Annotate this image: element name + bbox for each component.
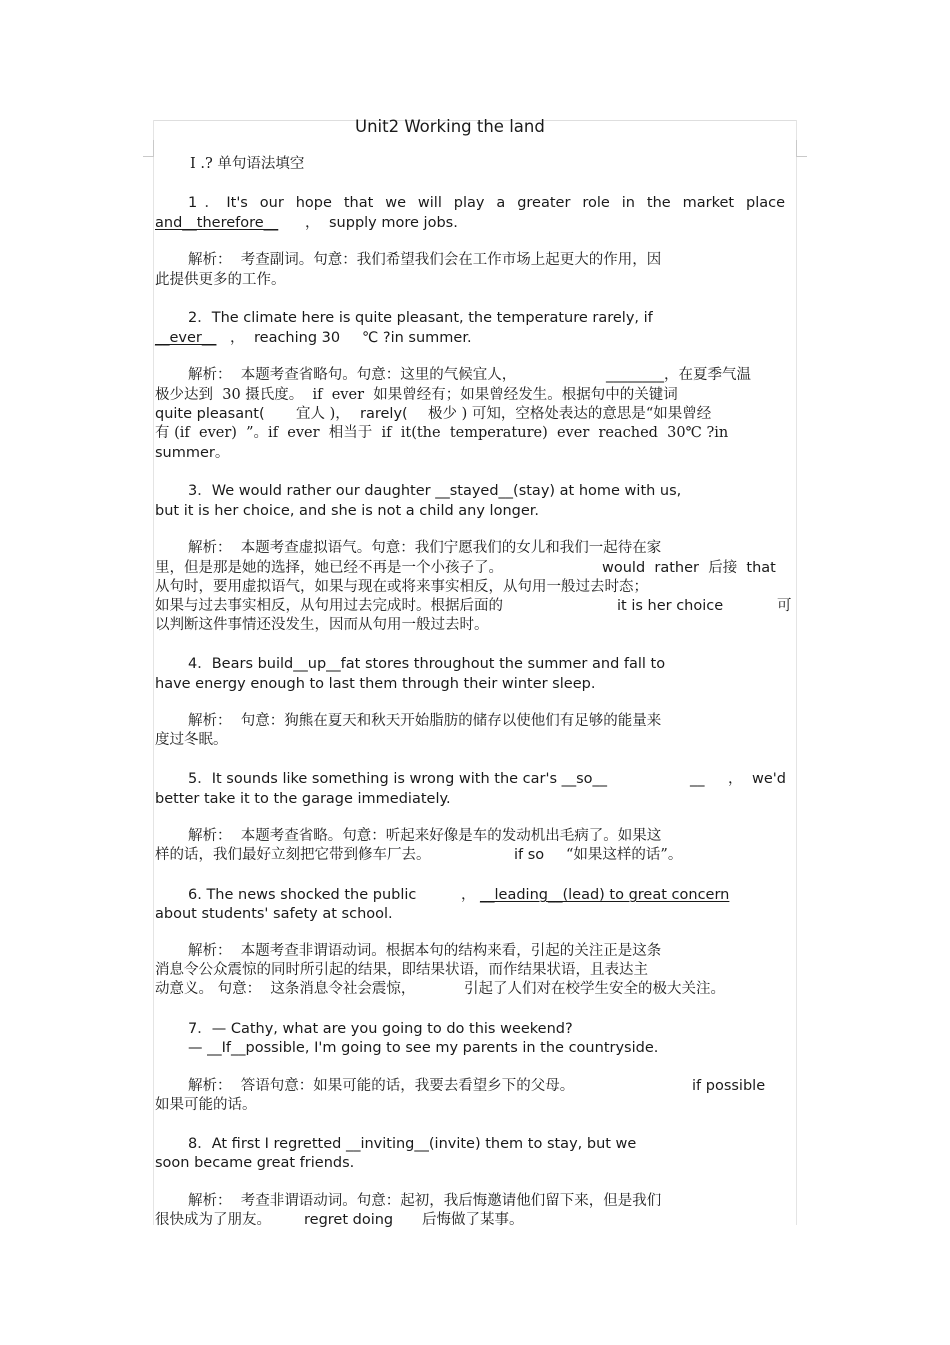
analysis-5-meaning: “如果这样的话”。 <box>566 847 683 863</box>
crop-mark-top-right <box>796 140 807 157</box>
question-8-line-2: soon became great friends. <box>155 1155 355 1171</box>
analysis-2-line-3d: 极少 ) 可知，空格处表达的意思是“如果曾经 <box>428 406 712 422</box>
question-2-reaching: reaching 30 <box>254 330 341 346</box>
analysis-2-line-3c: rarely( <box>360 406 408 422</box>
question-2-comma: ， <box>230 330 245 346</box>
question-5-wed: we'd <box>752 771 786 787</box>
question-4-line-1: 4．Bears build__up__fat stores throughout the summer and fall to <box>188 656 666 672</box>
question-7-line-2: — __If__possible, I'm going to see my parents in the countryside. <box>188 1040 659 1056</box>
analysis-7-line-1: 解析： 答语句意：如果可能的话，我要去看望乡下的父母。 <box>188 1078 575 1094</box>
question-6-answer: __leading__(lead) to great concern <box>480 887 730 903</box>
analysis-3-line-2: 里，但是那是她的选择，她已经不再是一个小孩子了。 <box>155 560 503 576</box>
analysis-4-line-2: 度过冬眠。 <box>155 732 228 748</box>
analysis-2-line-1: 解析： 本题考查省略句。句意：这里的气候宜人， <box>188 367 517 383</box>
section-heading: Ⅰ .? 单句语法填空 <box>190 156 305 172</box>
document-title: Unit2 Working the land <box>355 117 545 136</box>
question-6-line-1: 6. The news shocked the public <box>188 887 417 903</box>
analysis-6-line-3b: 引起了人们对在校学生安全的极大关注。 <box>464 981 725 997</box>
analysis-2-blank: ________，在夏季气温 <box>606 367 751 383</box>
question-6-line-2: about students' safety at school. <box>155 906 393 922</box>
analysis-5-if-so: if so <box>514 847 545 863</box>
question-2-line-1: 2．The climate here is quite pleasant, the temperature rarely, if <box>188 310 653 326</box>
question-5-comma: ， <box>728 771 743 787</box>
analysis-3-line-4: 如果与过去事实相反，从句用过去完成时。根据后面的 <box>155 598 503 614</box>
analysis-8-regret-doing: regret doing <box>304 1212 394 1228</box>
analysis-2-line-4: 有 (if ever) ”。if ever 相当于 if it(the temperature) ever reached 30℃ ?in <box>155 425 729 441</box>
question-1-answer: and__therefore__ <box>155 215 279 231</box>
question-3-line-2: but it is her choice, and she is not a child any longer. <box>155 503 540 519</box>
analysis-2-line-2: 极少达到 30 摄氏度。 if ever 如果曾经有；如果曾经发生。根据句中的关键词 <box>155 387 678 403</box>
analysis-6-line-3a: 动意义。 句意： 这条消息令社会震惊， <box>155 981 416 997</box>
question-5-blank: __ <box>690 771 705 787</box>
question-4-line-2: have energy enough to last them through their winter sleep. <box>155 676 596 692</box>
analysis-3-line-3: 从句时，要用虚拟语气，如果与现在或将来事实相反，从句用一般过去时态； <box>155 579 648 595</box>
question-1-line-2: supply more jobs. <box>329 215 458 231</box>
analysis-5-line-1: 解析： 本题考查省略。句意：听起来好像是车的发动机出毛病了。如果这 <box>188 828 662 844</box>
analysis-6-line-1: 解析： 本题考查非谓语动词。根据本句的结构来看，引起的关注正是这条 <box>188 943 662 959</box>
page-frame-right <box>796 120 797 1225</box>
analysis-3-keyword: it is her choice <box>617 598 724 614</box>
question-2-answer: __ever__ <box>155 330 217 346</box>
analysis-7-line-2: 如果可能的话。 <box>155 1097 257 1113</box>
analysis-8-line-1: 解析： 考查非谓语动词。句意：起初，我后悔邀请他们留下来，但是我们 <box>188 1193 662 1209</box>
analysis-3-line-1: 解析： 本题考查虚拟语气。句意：我们宁愿我们的女儿和我们一起待在家 <box>188 540 662 556</box>
question-3-line-1: 3．We would rather our daughter __stayed__(stay) at home with us, <box>188 483 682 499</box>
question-5-line-1: 5．It sounds like something is wrong with the car's __so__ <box>188 771 608 787</box>
analysis-3-line-5: 以判断这件事情还没发生，因而从句用一般过去时。 <box>155 617 489 633</box>
analysis-3-would-rather: would rather 后接 that <box>602 560 776 576</box>
crop-mark-top-left <box>143 140 154 157</box>
analysis-1-line-2: 此提供更多的工作。 <box>155 272 286 288</box>
analysis-8-line-2a: 很快成为了朋友。 <box>155 1212 271 1228</box>
question-8-line-1: 8．At first I regretted __inviting__(invite) them to stay, but we <box>188 1136 637 1152</box>
analysis-1-line-1: 解析： 考查副词。句意：我们希望我们会在工作市场上起更大的作用，因 <box>188 252 662 268</box>
analysis-2-line-5: summer。 <box>155 445 230 461</box>
analysis-2-line-3b: 宜人 )， <box>296 406 350 422</box>
question-6-comma: ， <box>461 887 476 903</box>
analysis-3-ke: 可 <box>777 598 792 614</box>
question-5-line-2: better take it to the garage immediately. <box>155 791 451 807</box>
question-2-end: ℃ ?in summer. <box>362 330 472 346</box>
question-1-line-1: 1．It's our hope that we will play a greater role in the market place <box>188 195 785 211</box>
analysis-2-line-3a: quite pleasant( <box>155 406 265 422</box>
analysis-4-line-1: 解析： 句意：狗熊在夏天和秋天开始脂肪的储存以使他们有足够的能量来 <box>188 713 662 729</box>
analysis-6-line-2: 消息令公众震惊的同时所引起的结果，即结果状语，而作结果状语，且表达主 <box>155 962 648 978</box>
question-7-line-1: 7．— Cathy, what are you going to do this weekend? <box>188 1021 573 1037</box>
question-1-comma: ， <box>305 215 320 231</box>
analysis-8-line-2b: 后悔做了某事。 <box>422 1212 524 1228</box>
page-frame-left <box>153 120 154 1225</box>
analysis-7-if-possible: if possible <box>692 1078 766 1094</box>
analysis-5-line-2: 样的话，我们最好立刻把它带到修车厂去。 <box>155 847 431 863</box>
